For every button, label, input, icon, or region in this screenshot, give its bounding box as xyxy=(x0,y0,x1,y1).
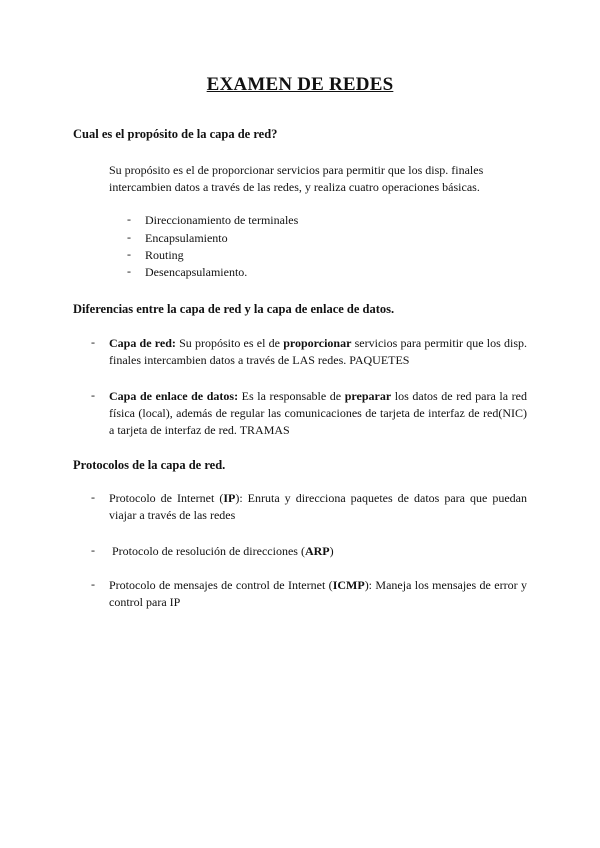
item-keyword: ICMP xyxy=(332,578,365,592)
list-item: Routing xyxy=(145,248,184,262)
item-text: Protocolo de mensajes de control de Internet ( xyxy=(109,578,333,592)
list-bullet: - xyxy=(91,490,95,504)
item-keyword: ARP xyxy=(304,544,330,558)
list-bullet: - xyxy=(127,230,131,244)
item-text: ) xyxy=(329,544,334,558)
item-text: servicios para permitir que los disp. finales intercambien datos a través de LAS redes. PAQUETES xyxy=(109,336,528,367)
protocol-ip-item xyxy=(109,490,527,524)
item-text: los datos de red para la red física (local), además de regular las comunicaciones de tarjeta de interfaz de red(NIC) a tarjeta de interfaz de red. TRAMAS xyxy=(109,389,527,437)
item-text: Es la responsable de xyxy=(238,389,345,403)
list-bullet: - xyxy=(91,388,95,402)
page-title: EXAMEN DE REDES xyxy=(206,74,394,95)
network-layer-item xyxy=(109,335,527,369)
protocol-arp-item xyxy=(112,543,530,560)
section1-paragraph: Su propósito es el de proporcionar servicios para permitir que los disp. finales intercambien datos a través de las redes, y realiza cuatro operaciones básicas. xyxy=(109,163,484,194)
list-item: Encapsulamiento xyxy=(145,231,228,245)
section2-heading: Diferencias entre la capa de red y la capa de enlace de datos. xyxy=(73,302,395,316)
section3-heading: Protocolos de la capa de red. xyxy=(73,458,226,472)
list-bullet: - xyxy=(127,247,131,261)
item-text: ): Enruta y direcciona paquetes de datos para que puedan viajar a través de las redes xyxy=(109,491,527,522)
item-label: Capa de red: xyxy=(109,336,176,350)
item-text: ): Maneja los mensajes de error y control para IP xyxy=(109,578,527,609)
item-text: Su propósito es el de xyxy=(175,336,284,350)
item-keyword: preparar xyxy=(344,389,392,403)
item-label: Capa de enlace de datos: xyxy=(109,389,239,403)
list-bullet: - xyxy=(91,335,95,349)
item-keyword: proporcionar xyxy=(283,336,352,350)
list-bullet: - xyxy=(91,543,95,557)
protocol-icmp-item xyxy=(109,577,527,611)
item-text: Protocolo de resolución de direcciones ( xyxy=(112,544,305,558)
list-item: Direccionamiento de terminales xyxy=(145,213,299,227)
list-bullet: - xyxy=(127,212,131,226)
list-item: Desencapsulamiento. xyxy=(145,265,248,279)
section1-heading: Cual es el propósito de la capa de red? xyxy=(73,127,278,141)
item-keyword: IP xyxy=(223,491,236,505)
data-link-layer-item xyxy=(109,388,527,439)
item-text: Protocolo de Internet ( xyxy=(109,491,224,505)
list-bullet: - xyxy=(127,264,131,278)
list-bullet: - xyxy=(91,577,95,591)
